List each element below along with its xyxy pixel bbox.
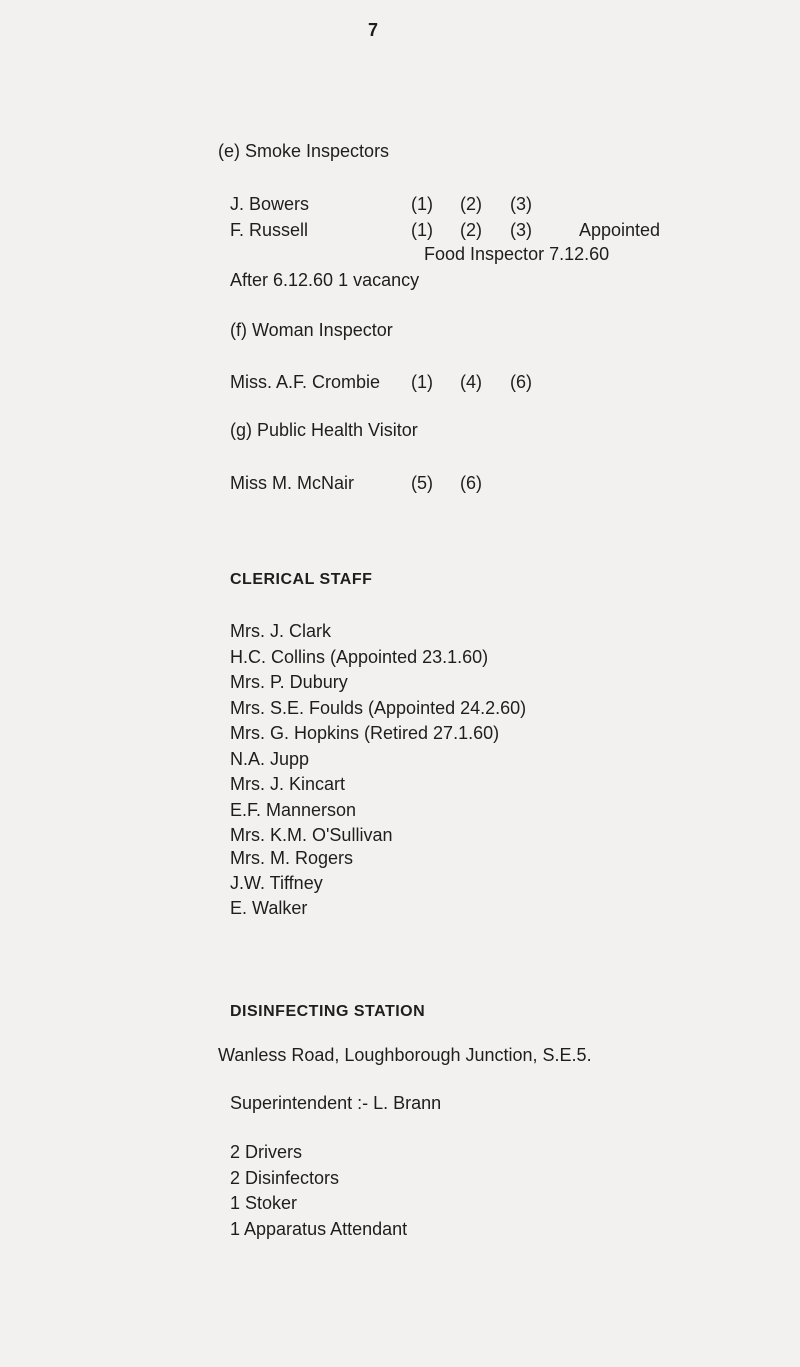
qualification: (1)	[411, 372, 433, 392]
superintendent-line: Superintendent :- L. Brann	[230, 1093, 442, 1113]
list-item: 1 Stoker	[230, 1193, 298, 1213]
staff-row	[0, 371, 800, 393]
staff-row	[0, 219, 800, 241]
list-item: Mrs. P. Dubury	[230, 672, 348, 692]
qualification: (3)	[510, 220, 532, 240]
clerical-staff-heading: CLERICAL STAFF	[230, 571, 373, 588]
staff-name: Miss. A.F. Crombie	[230, 372, 381, 392]
qualification: (6)	[510, 372, 532, 392]
staff-name: J. Bowers	[230, 194, 310, 214]
appointment-note-continued: Food Inspector 7.12.60	[424, 244, 610, 264]
qualification: (2)	[460, 220, 482, 240]
woman-inspector-heading: (f) Woman Inspector	[230, 320, 393, 340]
staff-name: Miss M. McNair	[230, 473, 354, 493]
health-visitor-heading: (g) Public Health Visitor	[230, 420, 418, 440]
list-item: Mrs. G. Hopkins (Retired 27.1.60)	[230, 723, 500, 743]
qualification: (6)	[460, 473, 482, 493]
list-item: Mrs. K.M. O'Sullivan	[230, 825, 393, 845]
list-item: E.F. Mannerson	[230, 800, 357, 820]
list-item: 2 Drivers	[230, 1142, 303, 1162]
qualification: (4)	[460, 372, 482, 392]
list-item: Mrs. M. Rogers	[230, 848, 354, 868]
smoke-inspectors-heading: (e) Smoke Inspectors	[218, 141, 390, 161]
list-item: 2 Disinfectors	[230, 1168, 340, 1188]
qualification: (1)	[411, 220, 433, 240]
qualification: (2)	[460, 194, 482, 214]
qualification: (1)	[411, 194, 433, 214]
vacancy-note: After 6.12.60 1 vacancy	[230, 270, 420, 290]
qualification: (5)	[411, 473, 433, 493]
list-item: Mrs. J. Kincart	[230, 774, 346, 794]
list-item: H.C. Collins (Appointed 23.1.60)	[230, 647, 489, 667]
list-item: E. Walker	[230, 898, 308, 918]
list-item: Mrs. S.E. Foulds (Appointed 24.2.60)	[230, 698, 527, 718]
page-number: 7	[368, 20, 379, 40]
staff-name: F. Russell	[230, 220, 309, 240]
list-item: N.A. Jupp	[230, 749, 310, 769]
list-item: Mrs. J. Clark	[230, 621, 331, 641]
list-item: J.W. Tiffney	[230, 873, 323, 893]
appointment-note: Appointed	[579, 220, 661, 240]
list-item: 1 Apparatus Attendant	[230, 1219, 408, 1239]
staff-row	[0, 472, 800, 494]
qualification: (3)	[510, 194, 532, 214]
staff-row	[0, 193, 800, 215]
disinfecting-station-heading: DISINFECTING STATION	[230, 1003, 426, 1020]
station-address: Wanless Road, Loughborough Junction, S.E.5.	[218, 1045, 592, 1065]
